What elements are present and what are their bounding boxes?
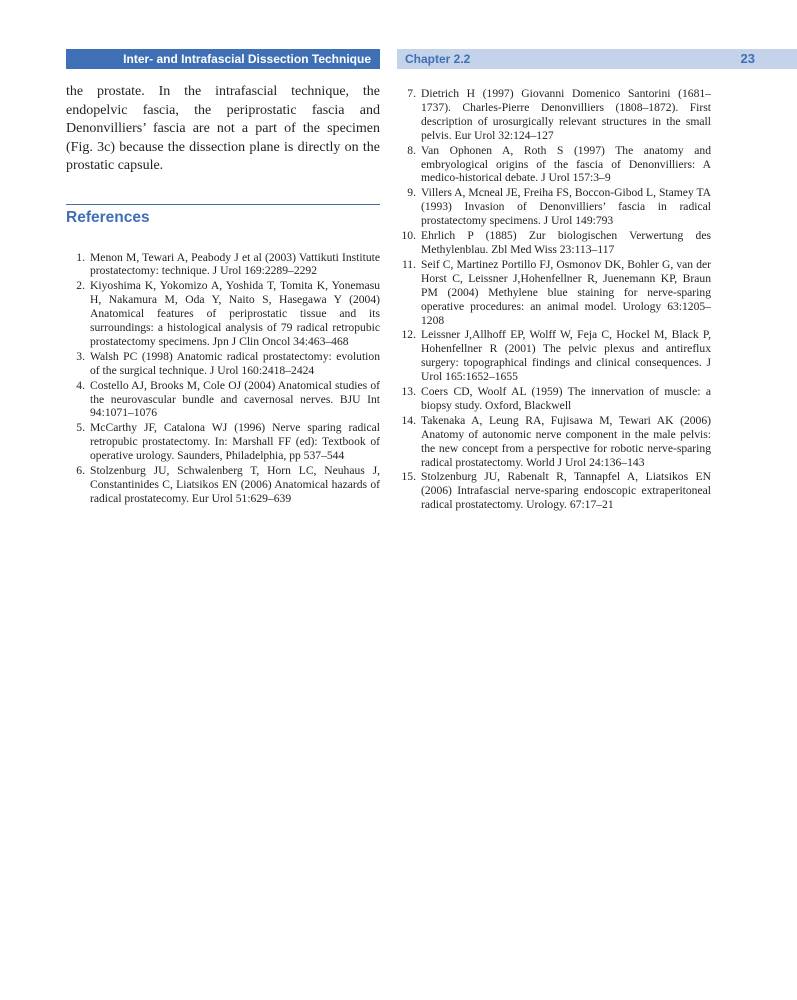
reference-item [397, 470, 711, 512]
reference-item [397, 385, 711, 413]
reference-number: 15. [401, 470, 416, 484]
reference-text: Seif C, Martinez Portillo FJ, Osmonov DK, Bohler G, van der Horst C, Leissner J,Hohenfellner R, Juenemann KP, Braun PM (2004) Methylene blue staining for nerve-sparing operative procedures: an animal model. Urology 63:1205–1208 [421, 257, 711, 327]
reference-number: 11. [401, 257, 416, 271]
reference-number: 2. [76, 279, 85, 293]
reference-text: Dietrich H (1997) Giovanni Domenico Santorini (1681–1737). Charles-Pierre Denonvilliers (1808–1872). First description of urosurgically relevant structures in the small pelvis. Eur Urol 32:124–127 [421, 87, 711, 142]
reference-text: Coers CD, Woolf AL (1959) The innervation of muscle: a biopsy study. Oxford, Blackwell [421, 385, 711, 412]
reference-item [397, 328, 711, 384]
right-column [397, 87, 711, 513]
chapter-label: Chapter 2.2 [405, 52, 471, 66]
reference-number: 5. [76, 421, 85, 435]
reference-number: 1. [76, 250, 85, 264]
reference-number: 4. [76, 378, 85, 392]
reference-number: 8. [407, 143, 416, 157]
page-number: 23 [740, 51, 755, 66]
reference-number: 9. [407, 186, 416, 200]
reference-item [397, 258, 711, 328]
reference-item [397, 186, 711, 228]
reference-item [397, 87, 711, 143]
reference-list-left [66, 251, 380, 506]
body-paragraph: the prostate. In the intrafascial technique, the endopelvic fascia, the periprostatic fascia and Denonvilliers’ fascia are not a part of the specimen (Fig. 3c) because the dissection plane is directly on the prostatic capsule. [66, 84, 380, 173]
reference-item [66, 421, 380, 463]
reference-text: McCarthy JF, Catalona WJ (1996) Nerve sparing radical retropubic prostatectomy. In: Marshall FF (ed): Textbook of operative urology. Saunders, Philadelphia, pp 537–544 [90, 421, 380, 463]
reference-text: Takenaka A, Leung RA, Fujisawa M, Tewari AK (2006) Anatomy of autonomic nerve component in the male pelvis: the new concept from a perspective for robotic nerve-sparing radical prostatectomy. World J Urol 24:136–143 [421, 413, 711, 469]
reference-number: 3. [76, 349, 85, 363]
reference-text: Ehrlich P (1885) Zur biologischen Verwertung des Methylenblau. Zbl Med Wiss 23:113–117 [421, 229, 711, 256]
reference-number: 13. [401, 385, 416, 399]
reference-text: Menon M, Tewari A, Peabody J et al (2003) Vattikuti Institute prostatectomy: technique. J Urol 169:2289–2292 [90, 250, 380, 278]
reference-text: Van Ophonen A, Roth S (1997) The anatomy and embryological origins of the fascia of Denonvilliers: A medico-historical debate. J Urol 157:3–9 [421, 143, 711, 185]
reference-text: Stolzenburg JU, Schwalenberg T, Horn LC, Neuhaus J, Constantinides C, Liatsikos EN (2006) Anatomical hazards of radical prostatecomy. Eur Urol 51:629–639 [90, 464, 380, 505]
reference-item [397, 229, 711, 257]
reference-item [66, 379, 380, 421]
section-divider [66, 204, 380, 205]
running-header-title [66, 49, 380, 69]
reference-text: Leissner J,Allhoff EP, Wolff W, Feja C, Hockel M, Black P, Hohenfellner R (2001) The pelvic plexus and antireflux surgery: topographical findings and clinical consequences. J Urol 165:1652–1655 [421, 328, 711, 384]
reference-text: Kiyoshima K, Yokomizo A, Yoshida T, Tomita K, Yonemasu H, Nakamura M, Oda Y, Naito S, Hasegawa Y (2004) Anatomical features of periprostatic tissue and its surroundings: a histological analysis of 79 radical retropubic prostatectomy specimens. Jpn J Clin Oncol 34:463–468 [90, 279, 380, 348]
reference-item [66, 251, 380, 279]
reference-text: Costello AJ, Brooks M, Cole OJ (2004) Anatomical studies of the neurovascular bundle and cavernosal nerves. BJU Int 94:1071–1076 [90, 378, 380, 420]
reference-item [66, 350, 380, 378]
reference-text: Stolzenburg JU, Rabenalt R, Tannapfel A, Liatsikos EN (2006) Intrafascial nerve-sparing endoscopic extraperitoneal radical prostatectomy. Urology. 67:17–21 [421, 470, 711, 512]
reference-number: 7. [407, 87, 416, 100]
reference-item [66, 464, 380, 506]
reference-item [397, 414, 711, 470]
reference-item [66, 279, 380, 349]
reference-number: 6. [76, 464, 85, 478]
running-header-title-text: Inter- and Intrafascial Dissection Technique [123, 52, 371, 66]
reference-number: 10. [401, 229, 416, 243]
reference-item [397, 144, 711, 186]
reference-text: Villers A, Mcneal JE, Freiha FS, Boccon-Gibod L, Stamey TA (1993) Invasion of Denonvilliers’ fascia in radical prostatectomy specimens. J Urol 149:793 [421, 186, 711, 228]
running-header-chapter-bar [397, 49, 797, 69]
reference-number: 14. [401, 413, 416, 427]
reference-number: 12. [401, 328, 416, 342]
left-column [66, 83, 380, 507]
references-heading: References [66, 208, 150, 226]
reference-text: Walsh PC (1998) Anatomic radical prostatectomy: evolution of the surgical technique. J Urol 160:2418–2424 [90, 349, 380, 377]
reference-list-right [397, 87, 711, 512]
